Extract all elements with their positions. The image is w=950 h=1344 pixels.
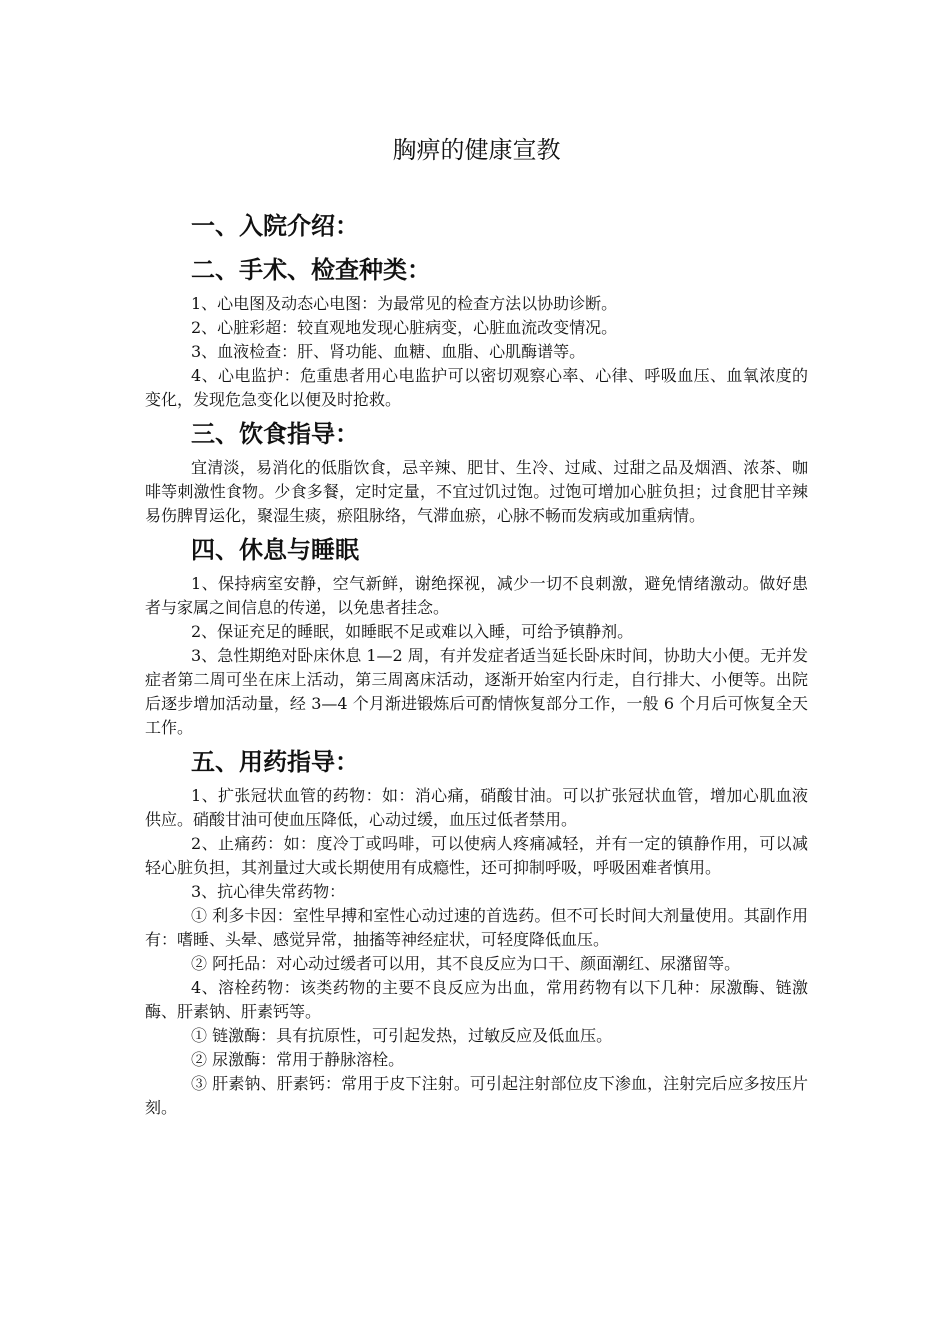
document-page <box>145 130 808 1120</box>
paragraph: ① 链激酶：具有抗原性，可引起发热，过敏反应及低血压。 <box>191 1026 613 1045</box>
paragraph: 4、溶栓药物：该类药物的主要不良反应为出血，常用药物有以下几种：尿激酶、链激酶、肝素钠、肝素钙等。 <box>145 978 808 1021</box>
paragraph: 2、止痛药：如：度冷丁或吗啡，可以使病人疼痛减轻，并有一定的镇静作用，可以减轻心脏负担，其剂量过大或长期使用有成瘾性，还可抑制呼吸，呼吸困难者慎用。 <box>145 834 808 877</box>
paragraph: ② 阿托品：对心动过缓者可以用，其不良反应为口干、颜面潮红、尿潴留等。 <box>191 954 741 973</box>
document-title: 胸痹的健康宣教 <box>392 136 561 164</box>
section-heading-diet: 三、饮食指导： <box>191 420 359 448</box>
paragraph: 1、心电图及动态心电图：为最常见的检查方法以协助诊断。 <box>191 294 618 313</box>
section-heading-rest: 四、休息与睡眠 <box>191 536 359 564</box>
paragraph: 1、保持病室安静，空气新鲜，谢绝探视，减少一切不良刺激，避免情绪激动。做好患者与家属之间信息的传递，以免患者挂念。 <box>145 574 808 617</box>
paragraph: ② 尿激酶：常用于静脉溶栓。 <box>191 1050 405 1069</box>
paragraph: 3、急性期绝对卧床休息 1—2 周，有并发症者适当延长卧床时间，协助大小便。无并发症者第二周可坐在床上活动，第三周离床活动，逐渐开始室内行走，自行排大、小便等。出院后逐步增加活动量，经 3—4 个月渐进锻炼后可酌情恢复部分工作，一般 6 个月后可恢复全天工作。 <box>145 646 808 737</box>
paragraph: ① 利多卡因：室性早搏和室性心动过速的首选药。但不可长时间大剂量使用。其副作用有：嗜睡、头晕、感觉异常，抽搐等神经症状，可轻度降低血压。 <box>145 906 808 949</box>
section-heading-exams: 二、手术、检查种类： <box>191 256 431 284</box>
paragraph: 1、扩张冠状血管的药物：如：消心痛，硝酸甘油。可以扩张冠状血管，增加心肌血液供应。硝酸甘油可使血压降低，心动过缓，血压过低者禁用。 <box>145 786 808 829</box>
paragraph: 4、心电监护：危重患者用心电监护可以密切观察心率、心律、呼吸血压、血氧浓度的变化，发现危急变化以便及时抢救。 <box>145 366 808 409</box>
section-heading-admission: 一、入院介绍： <box>191 212 359 240</box>
paragraph: 宜清淡，易消化的低脂饮食，忌辛辣、肥甘、生冷、过咸、过甜之品及烟酒、浓茶、咖啡等刺激性食物。少食多餐，定时定量，不宜过饥过饱。过饱可增加心脏负担；过食肥甘辛辣易伤脾胃运化，聚湿生痰，瘀阻脉络，气滞血瘀，心脉不畅而发病或加重病情。 <box>145 458 808 525</box>
paragraph: 2、心脏彩超：较直观地发现心脏病变，心脏血流改变情况。 <box>191 318 618 337</box>
paragraph: 2、保证充足的睡眠，如睡眠不足或难以入睡，可给予镇静剂。 <box>191 622 634 641</box>
section-heading-medication: 五、用药指导： <box>191 748 359 776</box>
paragraph: 3、抗心律失常药物： <box>191 882 346 901</box>
paragraph: ③ 肝素钠、肝素钙：常用于皮下注射。可引起注射部位皮下渗血，注射完后应多按压片刻。 <box>145 1074 808 1117</box>
paragraph: 3、血液检查：肝、肾功能、血糖、血脂、心肌酶谱等。 <box>191 342 586 361</box>
